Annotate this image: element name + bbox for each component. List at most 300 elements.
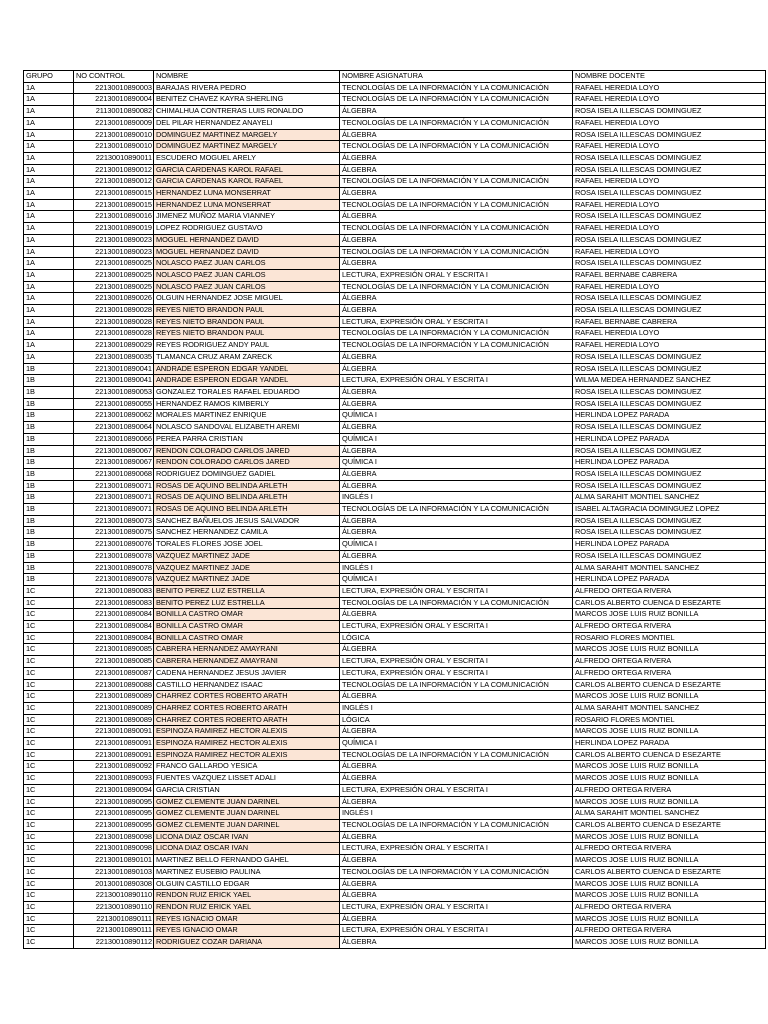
cell-no-control: 22130010890025 (74, 281, 154, 293)
table-row (24, 761, 766, 773)
cell-no-control: 22130010890010 (74, 141, 154, 153)
table-row (24, 621, 766, 633)
cell-asignatura: TECNOLOGÍAS DE LA INFORMACIÓN Y LA COMUNICACIÓN (340, 597, 573, 609)
cell-nombre: RENDON RUIZ ERICK YAEL (154, 890, 340, 902)
cell-no-control: 22130010890071 (74, 492, 154, 504)
cell-grupo: 1A (24, 117, 74, 129)
cell-docente: ROSA ISELA ILLESCAS DOMINGUEZ (573, 258, 766, 270)
cell-no-control: 22130010890101 (74, 855, 154, 867)
cell-grupo: 1A (24, 351, 74, 363)
cell-docente: ROSA ISELA ILLESCAS DOMINGUEZ (573, 445, 766, 457)
cell-docente: ALMA SARAHIT MONTIEL SANCHEZ (573, 702, 766, 714)
cell-docente: ALMA SARAHIT MONTIEL SANCHEZ (573, 562, 766, 574)
cell-nombre: ROSAS DE AQUINO BELINDA ARLETH (154, 504, 340, 516)
cell-asignatura: ÁLGEBRA (340, 398, 573, 410)
cell-grupo: 1C (24, 784, 74, 796)
cell-nombre: NOLASCO PAEZ JUAN CARLOS (154, 281, 340, 293)
cell-asignatura: TECNOLOGÍAS DE LA INFORMACIÓN Y LA COMUNICACIÓN (340, 94, 573, 106)
table-row (24, 855, 766, 867)
cell-grupo: 1C (24, 761, 74, 773)
table-row (24, 925, 766, 937)
cell-nombre: RENDON RUIZ ERICK YAEL (154, 901, 340, 913)
cell-docente: ROSA ISELA ILLESCAS DOMINGUEZ (573, 386, 766, 398)
cell-asignatura: ÁLGEBRA (340, 515, 573, 527)
cell-grupo: 1C (24, 656, 74, 668)
cell-nombre: DEL PILAR HERNANDEZ ANAYELI (154, 117, 340, 129)
cell-no-control: 22130010890075 (74, 527, 154, 539)
cell-nombre: NOLASCO PAEZ JUAN CARLOS (154, 258, 340, 270)
cell-docente: ROSA ISELA ILLESCAS DOMINGUEZ (573, 152, 766, 164)
cell-no-control: 22130010890028 (74, 316, 154, 328)
cell-grupo: 1C (24, 913, 74, 925)
cell-nombre: GARCIA CARDENAS KAROL RAFAEL (154, 164, 340, 176)
cell-nombre: LOPEZ RODRIGUEZ GUSTAVO (154, 223, 340, 235)
cell-nombre: FUENTES VAZQUEZ LISSET ADALI (154, 773, 340, 785)
cell-nombre: BENITEZ CHAVEZ KAYRA SHERLING (154, 94, 340, 106)
cell-docente: ROSA ISELA ILLESCAS DOMINGUEZ (573, 234, 766, 246)
cell-docente: ROSARIO FLORES MONTIEL (573, 632, 766, 644)
cell-docente: ISABEL ALTAGRACIA DOMINGUEZ LOPEZ (573, 504, 766, 516)
table-row (24, 714, 766, 726)
cell-nombre: BONILLA CASTRO OMAR (154, 632, 340, 644)
cell-grupo: 1C (24, 808, 74, 820)
cell-nombre: ROSAS DE AQUINO BELINDA ARLETH (154, 480, 340, 492)
cell-asignatura: ÁLGEBRA (340, 164, 573, 176)
cell-no-control: 22130010890025 (74, 258, 154, 270)
cell-asignatura: ÁLGEBRA (340, 773, 573, 785)
cell-no-control: 22130010890067 (74, 445, 154, 457)
cell-nombre: ESPINOZA RAMIREZ HECTOR ALEXIS (154, 749, 340, 761)
cell-nombre: GONZALEZ TORALES RAFAEL EDUARDO (154, 386, 340, 398)
cell-nombre: LICONA DIAZ OSCAR IVAN (154, 843, 340, 855)
cell-no-control: 22130010890028 (74, 328, 154, 340)
cell-no-control: 22130010890028 (74, 305, 154, 317)
table-row (24, 106, 766, 118)
cell-asignatura: ÁLGEBRA (340, 796, 573, 808)
cell-no-control: 22130010890071 (74, 480, 154, 492)
cell-no-control: 22130010890025 (74, 269, 154, 281)
cell-no-control: 22130010890012 (74, 176, 154, 188)
table-row (24, 223, 766, 235)
cell-no-control: 22130010890023 (74, 246, 154, 258)
cell-nombre: CABRERA HERNANDEZ AMAYRANI (154, 644, 340, 656)
cell-grupo: 1B (24, 363, 74, 375)
cell-no-control: 22130010890089 (74, 691, 154, 703)
cell-asignatura: QUÍMICA I (340, 738, 573, 750)
cell-docente: MARCOS JOSE LUIS RUIZ BONILLA (573, 855, 766, 867)
table-row (24, 702, 766, 714)
cell-docente: ALFREDO ORTEGA RIVERA (573, 925, 766, 937)
cell-docente: ROSA ISELA ILLESCAS DOMINGUEZ (573, 351, 766, 363)
cell-docente: MARCOS JOSE LUIS RUIZ BONILLA (573, 609, 766, 621)
cell-docente: RAFAEL HEREDIA LOYO (573, 223, 766, 235)
cell-nombre: ESCUDERO MOGUEL ARELY (154, 152, 340, 164)
cell-grupo: 1A (24, 328, 74, 340)
cell-asignatura: ÁLGEBRA (340, 890, 573, 902)
cell-no-control: 22130010890091 (74, 726, 154, 738)
cell-docente: MARCOS JOSE LUIS RUIZ BONILLA (573, 644, 766, 656)
cell-grupo: 1A (24, 176, 74, 188)
cell-nombre: ESPINOZA RAMIREZ HECTOR ALEXIS (154, 738, 340, 750)
header-nombre-asignatura: NOMBRE ASIGNATURA (340, 71, 573, 83)
cell-no-control: 22130010890093 (74, 773, 154, 785)
cell-no-control: 22130010890089 (74, 714, 154, 726)
cell-nombre: DOMINGUEZ MARTINEZ MARGELY (154, 141, 340, 153)
cell-asignatura: TECNOLOGÍAS DE LA INFORMACIÓN Y LA COMUNICACIÓN (340, 82, 573, 94)
table-row (24, 726, 766, 738)
cell-grupo: 1C (24, 843, 74, 855)
cell-no-control: 22130010890073 (74, 515, 154, 527)
cell-asignatura: ÁLGEBRA (340, 188, 573, 200)
cell-asignatura: LECTURA, EXPRESIÓN ORAL Y ESCRITA I (340, 656, 573, 668)
table-row (24, 632, 766, 644)
cell-grupo: 1B (24, 468, 74, 480)
cell-grupo: 1A (24, 246, 74, 258)
cell-no-control: 22130010890029 (74, 340, 154, 352)
cell-asignatura: ÁLGEBRA (340, 831, 573, 843)
cell-grupo: 1B (24, 410, 74, 422)
cell-asignatura: ÁLGEBRA (340, 363, 573, 375)
cell-nombre: CASTILLO HERNANDEZ ISAAC (154, 679, 340, 691)
cell-nombre: TLAMANCA CRUZ ARAM ZARECK (154, 351, 340, 363)
table-body (24, 82, 766, 948)
table-row (24, 375, 766, 387)
cell-grupo: 1C (24, 585, 74, 597)
cell-nombre: BARAJAS RIVERA PEDRO (154, 82, 340, 94)
cell-asignatura: ÁLGEBRA (340, 129, 573, 141)
cell-docente: MARCOS JOSE LUIS RUIZ BONILLA (573, 691, 766, 703)
cell-no-control: 22130010890111 (74, 913, 154, 925)
cell-grupo: 1A (24, 281, 74, 293)
cell-docente: ROSA ISELA ILLESCAS DOMINGUEZ (573, 293, 766, 305)
table-row (24, 199, 766, 211)
cell-no-control: 22130010890012 (74, 164, 154, 176)
table-row (24, 82, 766, 94)
cell-grupo: 1A (24, 141, 74, 153)
cell-nombre: NOLASCO SANDOVAL ELIZABETH AREMI (154, 422, 340, 434)
cell-asignatura: LECTURA, EXPRESIÓN ORAL Y ESCRITA I (340, 375, 573, 387)
cell-docente: WILMA MEDEA HERNANDEZ SANCHEZ (573, 375, 766, 387)
cell-no-control: 22130010890003 (74, 82, 154, 94)
cell-grupo: 1C (24, 749, 74, 761)
table-row (24, 269, 766, 281)
cell-docente: HERLINDA LOPEZ PARADA (573, 539, 766, 551)
cell-grupo: 1C (24, 937, 74, 949)
cell-grupo: 1B (24, 492, 74, 504)
cell-asignatura: TECNOLOGÍAS DE LA INFORMACIÓN Y LA COMUNICACIÓN (340, 820, 573, 832)
cell-docente: RAFAEL HEREDIA LOYO (573, 246, 766, 258)
cell-grupo: 1C (24, 726, 74, 738)
table-row (24, 258, 766, 270)
cell-docente: MARCOS JOSE LUIS RUIZ BONILLA (573, 761, 766, 773)
cell-no-control: 22130010890004 (74, 94, 154, 106)
cell-asignatura: ÁLGEBRA (340, 234, 573, 246)
cell-docente: MARCOS JOSE LUIS RUIZ BONILLA (573, 890, 766, 902)
cell-asignatura: LECTURA, EXPRESIÓN ORAL Y ESCRITA I (340, 925, 573, 937)
cell-nombre: OLGUIN CASTILLO EDGAR (154, 878, 340, 890)
cell-asignatura: TECNOLOGÍAS DE LA INFORMACIÓN Y LA COMUNICACIÓN (340, 328, 573, 340)
cell-no-control: 22130010890095 (74, 796, 154, 808)
cell-no-control: 22130010890053 (74, 386, 154, 398)
cell-nombre: HERNANDEZ LUNA MONSERRAT (154, 188, 340, 200)
cell-asignatura: ÁLGEBRA (340, 855, 573, 867)
cell-grupo: 1C (24, 738, 74, 750)
cell-no-control: 22130010890112 (74, 937, 154, 949)
cell-docente: ROSA ISELA ILLESCAS DOMINGUEZ (573, 106, 766, 118)
table-row (24, 574, 766, 586)
cell-grupo: 1B (24, 550, 74, 562)
cell-no-control: 22130010890084 (74, 609, 154, 621)
cell-docente: CARLOS ALBERTO CUENCA D ESEZARTE (573, 866, 766, 878)
table-row (24, 843, 766, 855)
table-row (24, 176, 766, 188)
cell-asignatura: LECTURA, EXPRESIÓN ORAL Y ESCRITA I (340, 316, 573, 328)
table-row (24, 901, 766, 913)
cell-docente: ALMA SARAHIT MONTIEL SANCHEZ (573, 808, 766, 820)
cell-asignatura: ÁLGEBRA (340, 691, 573, 703)
table-row (24, 211, 766, 223)
cell-asignatura: ÁLGEBRA (340, 468, 573, 480)
cell-docente: RAFAEL HEREDIA LOYO (573, 117, 766, 129)
cell-docente: MARCOS JOSE LUIS RUIZ BONILLA (573, 831, 766, 843)
cell-asignatura: QUÍMICA I (340, 457, 573, 469)
table-row (24, 527, 766, 539)
cell-asignatura: LÓGICA (340, 632, 573, 644)
cell-nombre: OLGUIN HERNANDEZ JOSE MIGUEL (154, 293, 340, 305)
cell-nombre: CABRERA HERNANDEZ AMAYRANI (154, 656, 340, 668)
cell-nombre: ROSAS DE AQUINO BELINDA ARLETH (154, 492, 340, 504)
header-nombre-docente: NOMBRE DOCENTE (573, 71, 766, 83)
table-row (24, 597, 766, 609)
cell-nombre: VAZQUEZ MARTINEZ JADE (154, 562, 340, 574)
cell-asignatura: QUÍMICA I (340, 433, 573, 445)
cell-docente: ROSA ISELA ILLESCAS DOMINGUEZ (573, 398, 766, 410)
cell-no-control: 22130010890067 (74, 457, 154, 469)
table-row (24, 164, 766, 176)
cell-no-control: 22130010890041 (74, 375, 154, 387)
cell-grupo: 1A (24, 234, 74, 246)
header-grupo: GRUPO (24, 71, 74, 83)
cell-no-control: 22130010890010 (74, 129, 154, 141)
cell-nombre: BONILLA CASTRO OMAR (154, 621, 340, 633)
cell-no-control: 22130010890111 (74, 925, 154, 937)
cell-nombre: BONILLA CASTRO OMAR (154, 609, 340, 621)
cell-nombre: SANCHEZ HERNANDEZ CAMILA (154, 527, 340, 539)
cell-grupo: 1C (24, 831, 74, 843)
table-row (24, 866, 766, 878)
cell-no-control: 22130010890110 (74, 901, 154, 913)
cell-grupo: 1B (24, 539, 74, 551)
cell-asignatura: ÁLGEBRA (340, 913, 573, 925)
cell-no-control: 22130010890023 (74, 234, 154, 246)
enrollment-table (23, 70, 766, 949)
cell-nombre: HERNANDEZ LUNA MONSERRAT (154, 199, 340, 211)
cell-asignatura: LECTURA, EXPRESIÓN ORAL Y ESCRITA I (340, 843, 573, 855)
cell-asignatura: ÁLGEBRA (340, 878, 573, 890)
cell-docente: ALFREDO ORTEGA RIVERA (573, 901, 766, 913)
cell-nombre: BENITO PEREZ LUZ ESTRELLA (154, 585, 340, 597)
cell-no-control: 22130010890041 (74, 363, 154, 375)
cell-nombre: GOMEZ CLEMENTE JUAN DARINEL (154, 808, 340, 820)
cell-grupo: 1A (24, 293, 74, 305)
cell-docente: RAFAEL HEREDIA LOYO (573, 176, 766, 188)
cell-docente: ROSA ISELA ILLESCAS DOMINGUEZ (573, 164, 766, 176)
cell-asignatura: ÁLGEBRA (340, 937, 573, 949)
cell-asignatura: ÁLGEBRA (340, 644, 573, 656)
cell-nombre: JIMENEZ MUÑOZ MARIA VIANNEY (154, 211, 340, 223)
cell-nombre: MOGUEL HERNANDEZ DAVID (154, 234, 340, 246)
cell-docente: MARCOS JOSE LUIS RUIZ BONILLA (573, 937, 766, 949)
cell-grupo: 1B (24, 375, 74, 387)
cell-nombre: GOMEZ CLEMENTE JUAN DARINEL (154, 820, 340, 832)
cell-docente: RAFAEL HEREDIA LOYO (573, 199, 766, 211)
table-row (24, 773, 766, 785)
table-row (24, 656, 766, 668)
table-row (24, 492, 766, 504)
table-row (24, 820, 766, 832)
cell-nombre: REYES IGNACIO OMAR (154, 925, 340, 937)
cell-asignatura: LECTURA, EXPRESIÓN ORAL Y ESCRITA I (340, 667, 573, 679)
cell-nombre: LICONA DIAZ OSCAR IVAN (154, 831, 340, 843)
cell-grupo: 1A (24, 269, 74, 281)
cell-docente: ROSA ISELA ILLESCAS DOMINGUEZ (573, 363, 766, 375)
cell-grupo: 1C (24, 820, 74, 832)
cell-docente: MARCOS JOSE LUIS RUIZ BONILLA (573, 773, 766, 785)
cell-nombre: RODRIGUEZ COZAR DARIANA (154, 937, 340, 949)
cell-asignatura: QUÍMICA I (340, 410, 573, 422)
cell-nombre: PEREA PARRA CRISTIAN (154, 433, 340, 445)
cell-docente: ALFREDO ORTEGA RIVERA (573, 667, 766, 679)
table-row (24, 152, 766, 164)
table-row (24, 784, 766, 796)
cell-no-control: 22130010890098 (74, 831, 154, 843)
cell-docente: ROSA ISELA ILLESCAS DOMINGUEZ (573, 468, 766, 480)
cell-nombre: REYES NIETO BRANDON PAUL (154, 305, 340, 317)
table-row (24, 340, 766, 352)
cell-docente: CARLOS ALBERTO CUENCA D ESEZARTE (573, 597, 766, 609)
cell-nombre: RODRIGUEZ DOMINGUEZ GADIEL (154, 468, 340, 480)
cell-grupo: 1C (24, 773, 74, 785)
table-row (24, 539, 766, 551)
table-row (24, 386, 766, 398)
cell-grupo: 1B (24, 398, 74, 410)
cell-grupo: 1A (24, 94, 74, 106)
cell-grupo: 1C (24, 866, 74, 878)
header-row (24, 71, 766, 83)
cell-docente: HERLINDA LOPEZ PARADA (573, 410, 766, 422)
cell-nombre: MORALES MARTINEZ ENRIQUE (154, 410, 340, 422)
cell-asignatura: INGLÉS I (340, 702, 573, 714)
cell-nombre: REYES IGNACIO OMAR (154, 913, 340, 925)
cell-asignatura: TECNOLOGÍAS DE LA INFORMACIÓN Y LA COMUNICACIÓN (340, 117, 573, 129)
cell-nombre: ANDRADE ESPERON EDGAR YANDEL (154, 363, 340, 375)
cell-nombre: CHIMALHUA CONTRERAS LUIS RONALDO (154, 106, 340, 118)
cell-docente: CARLOS ALBERTO CUENCA D ESEZARTE (573, 749, 766, 761)
cell-docente: MARCOS JOSE LUIS RUIZ BONILLA (573, 796, 766, 808)
cell-docente: ALFREDO ORTEGA RIVERA (573, 621, 766, 633)
cell-grupo: 1B (24, 445, 74, 457)
cell-nombre: VAZQUEZ MARTINEZ JADE (154, 550, 340, 562)
cell-no-control: 22130010890085 (74, 656, 154, 668)
cell-docente: MARCOS JOSE LUIS RUIZ BONILLA (573, 726, 766, 738)
table-row (24, 667, 766, 679)
cell-grupo: 1B (24, 457, 74, 469)
cell-asignatura: ÁLGEBRA (340, 445, 573, 457)
table-row (24, 433, 766, 445)
table-row (24, 691, 766, 703)
cell-docente: ROSA ISELA ILLESCAS DOMINGUEZ (573, 480, 766, 492)
cell-docente: ALFREDO ORTEGA RIVERA (573, 656, 766, 668)
table-row (24, 398, 766, 410)
table-row (24, 410, 766, 422)
cell-grupo: 1B (24, 504, 74, 516)
cell-docente: ROSA ISELA ILLESCAS DOMINGUEZ (573, 129, 766, 141)
cell-asignatura: ÁLGEBRA (340, 527, 573, 539)
cell-grupo: 1C (24, 621, 74, 633)
table-row (24, 129, 766, 141)
cell-grupo: 1B (24, 527, 74, 539)
cell-asignatura: INGLÉS I (340, 808, 573, 820)
table-row (24, 504, 766, 516)
cell-grupo: 1A (24, 223, 74, 235)
cell-nombre: REYES NIETO BRANDON PAUL (154, 316, 340, 328)
cell-grupo: 1C (24, 679, 74, 691)
table-row (24, 913, 766, 925)
table-row (24, 468, 766, 480)
table-row (24, 457, 766, 469)
cell-asignatura: TECNOLOGÍAS DE LA INFORMACIÓN Y LA COMUNICACIÓN (340, 176, 573, 188)
cell-asignatura: ÁLGEBRA (340, 609, 573, 621)
cell-grupo: 1C (24, 925, 74, 937)
cell-asignatura: LECTURA, EXPRESIÓN ORAL Y ESCRITA I (340, 784, 573, 796)
table-row (24, 644, 766, 656)
cell-grupo: 1C (24, 714, 74, 726)
cell-no-control: 22130010890078 (74, 574, 154, 586)
cell-nombre: FRANCO GALLARDO YESICA (154, 761, 340, 773)
cell-asignatura: TECNOLOGÍAS DE LA INFORMACIÓN Y LA COMUNICACIÓN (340, 749, 573, 761)
cell-docente: CARLOS ALBERTO CUENCA D ESEZARTE (573, 679, 766, 691)
cell-grupo: 1A (24, 199, 74, 211)
cell-asignatura: TECNOLOGÍAS DE LA INFORMACIÓN Y LA COMUNICACIÓN (340, 679, 573, 691)
cell-no-control: 22130010890103 (74, 866, 154, 878)
cell-nombre: TORALES FLORES JOSE JOEL (154, 539, 340, 551)
cell-grupo: 1A (24, 164, 74, 176)
cell-docente: MARCOS JOSE LUIS RUIZ BONILLA (573, 913, 766, 925)
cell-docente: ALMA SARAHIT MONTIEL SANCHEZ (573, 492, 766, 504)
table-row (24, 480, 766, 492)
cell-no-control: 22130010890089 (74, 702, 154, 714)
cell-docente: HERLINDA LOPEZ PARADA (573, 457, 766, 469)
cell-nombre: CHARREZ CORTES ROBERTO ARATH (154, 702, 340, 714)
cell-grupo: 1A (24, 305, 74, 317)
header-no-control: NO CONTROL (74, 71, 154, 83)
cell-nombre: CHARREZ CORTES ROBERTO ARATH (154, 714, 340, 726)
cell-grupo: 1A (24, 211, 74, 223)
cell-no-control: 21130010890082 (74, 106, 154, 118)
table-row (24, 878, 766, 890)
cell-asignatura: LECTURA, EXPRESIÓN ORAL Y ESCRITA I (340, 269, 573, 281)
cell-grupo: 1C (24, 597, 74, 609)
cell-no-control: 22130010890015 (74, 188, 154, 200)
cell-no-control: 22130010890091 (74, 738, 154, 750)
cell-grupo: 1B (24, 386, 74, 398)
cell-grupo: 1C (24, 901, 74, 913)
cell-nombre: DOMINGUEZ MARTINEZ MARGELY (154, 129, 340, 141)
cell-no-control: 22130010890110 (74, 890, 154, 902)
cell-nombre: MARTINEZ BELLO FERNANDO GAHEL (154, 855, 340, 867)
cell-asignatura: TECNOLOGÍAS DE LA INFORMACIÓN Y LA COMUNICACIÓN (340, 223, 573, 235)
cell-docente: RAFAEL HEREDIA LOYO (573, 82, 766, 94)
